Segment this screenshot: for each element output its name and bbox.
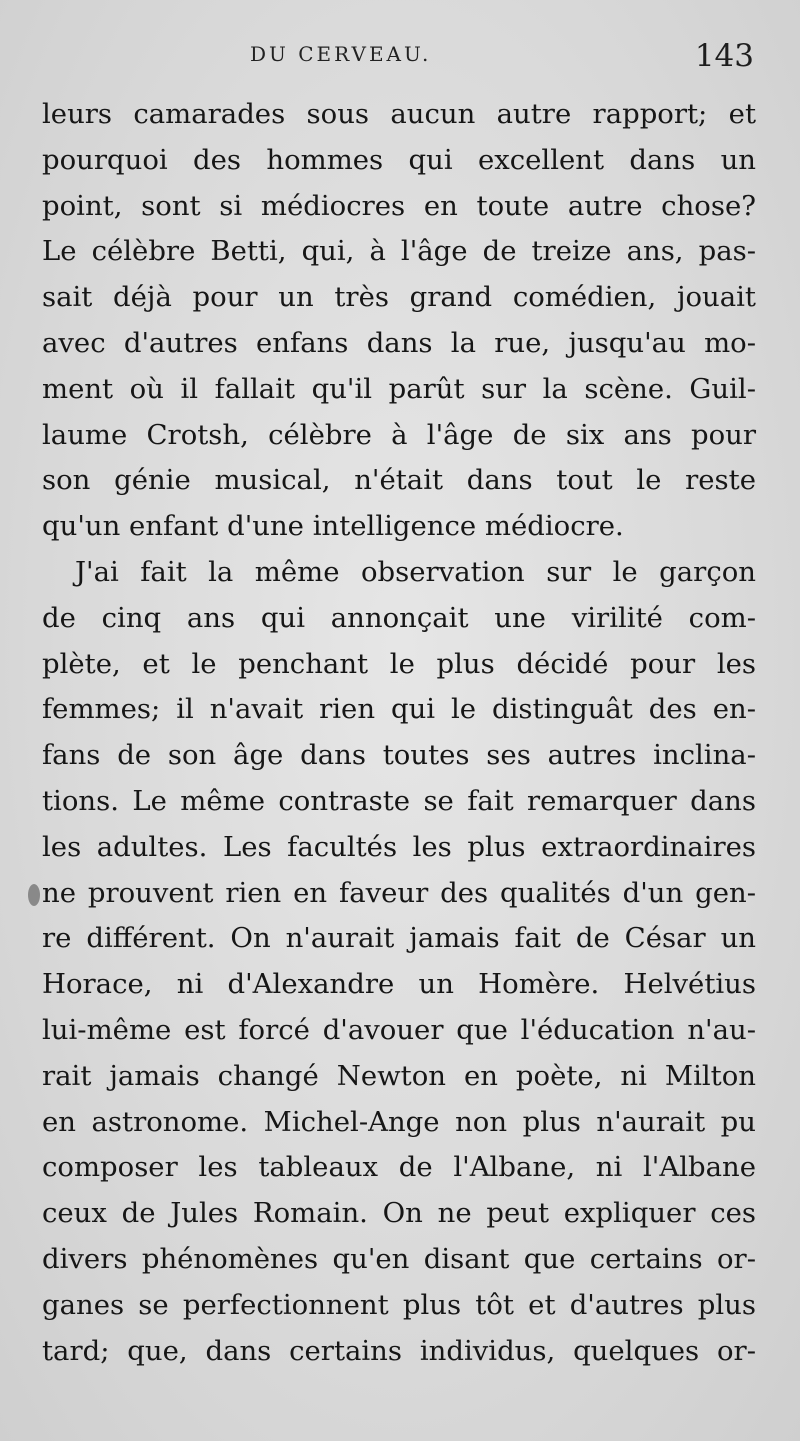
text-line: son génie musical, n'était dans tout le reste [42,464,756,497]
text-line: ceux de Jules Romain. On ne peut expliquer ces [42,1197,756,1230]
text-line: divers phénomènes qu'en disant que certains or- [42,1242,756,1275]
text-line: plète, et le penchant le plus décidé pour les [42,647,756,680]
text-line: Le célèbre Betti, qui, à l'âge de treize ans, pas- [42,235,756,268]
text-line: tard; que, dans certains individus, quelques or- [42,1334,756,1367]
text-line: lui-même est forcé d'avouer que l'éducation n'au- [42,1013,756,1046]
text-line: en astronome. Michel-Ange non plus n'aurait pu [42,1105,756,1138]
text-line: J'ai fait la même observation sur le garçon [75,555,756,588]
text-line: ne prouvent rien en faveur des qualités d'un gen- [42,876,756,909]
text-line: ganes se perfectionnent plus tôt et d'autres plus [42,1288,756,1321]
text-line: composer les tableaux de l'Albane, ni l'Albane [42,1151,756,1184]
text-line: de cinq ans qui annonçait une virilité com- [42,601,756,634]
text-line: rait jamais changé Newton en poète, ni Milton [42,1059,756,1092]
text-line: les adultes. Les facultés les plus extraordinaires [42,830,756,863]
text-line: ment où il fallait qu'il parût sur la scène. Guil- [42,372,756,405]
text-line: point, sont si médiocres en toute autre chose? [42,189,756,222]
text-line: pourquoi des hommes qui excellent dans un [42,143,756,176]
text-body [42,92,756,1374]
text-line: sait déjà pour un très grand comédien, jouait [42,281,756,314]
text-line: laume Crotsh, célèbre à l'âge de six ans pour [42,418,756,451]
text-line: qu'un enfant d'une intelligence médiocre. [42,510,624,543]
ink-spot [28,884,40,906]
text-line: Horace, ni d'Alexandre un Homère. Helvétius [42,968,756,1001]
text-line: femmes; il n'avait rien qui le distinguât des en- [42,693,756,726]
text-line: fans de son âge dans toutes ses autres inclina- [42,739,756,772]
text-line: re différent. On n'aurait jamais fait de César un [42,922,756,955]
text-line: avec d'autres enfans dans la rue, jusqu'au mo- [42,326,756,359]
text-line: tions. Le même contraste se fait remarquer dans [42,784,756,817]
text-line: leurs camarades sous aucun autre rapport; et [42,98,756,130]
page-number: 143 [694,38,754,74]
running-head: DU CERVEAU. [250,42,432,66]
